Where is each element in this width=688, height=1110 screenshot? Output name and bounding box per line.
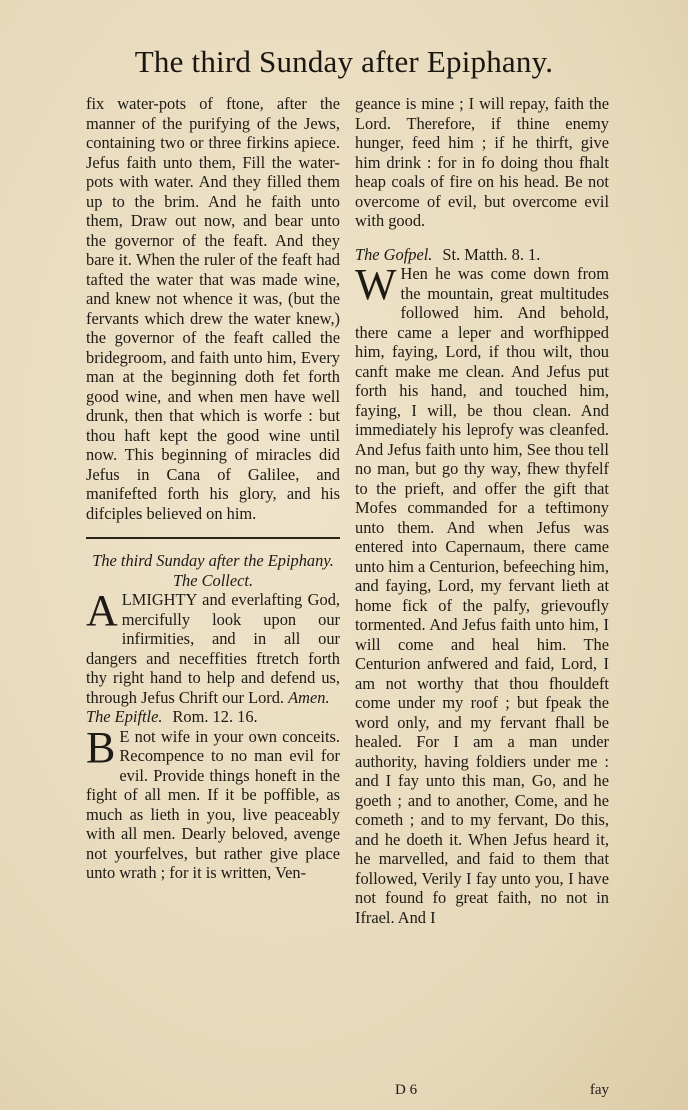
epistle-dropcap: B	[86, 722, 116, 772]
gospel-reference: St. Matth. 8. 1.	[442, 244, 541, 264]
right-column	[355, 94, 609, 927]
epistle-head-label: The Epiftle.	[86, 707, 163, 726]
section-divider	[86, 537, 340, 539]
epistle-continuation: geance is mine ; I will repay, faith the Lord. Therefore, if thine enemy hunger, feed him ; if he thirft, give him drink : for in fo doing thou fhalt heap coals of fire on his head. Be not overcome of evil, but overcome evil with good.	[355, 94, 609, 230]
gospel-head-label: The Gofpel.	[355, 244, 433, 264]
gospel-dropcap: W	[355, 260, 397, 309]
gospel-paragraph	[355, 260, 609, 927]
collect-text: LMIGHTY and everlafting God, mercifully look upon our infirmities, and in all our dangers and neceffities ftretch forth thy right hand to help and defend us, through Jefus Chrift our Lord.	[86, 590, 340, 707]
running-head: The third Sunday after Epiphany.	[134, 44, 554, 79]
catchword: fay	[589, 1082, 609, 1098]
page-footer	[355, 1082, 609, 1099]
gospel-heading	[355, 245, 609, 265]
epistle-heading	[86, 707, 340, 727]
gospel-continuation: fix water-pots of ftone, after the manner of the purifying of the Jews, containing two or three firkins apiece. Jefus faith unto them, Fill the water-pots with water. And they filled them up to the brim. And he faith unto them, Draw out now, and bear unto the governor of the feaft. And they bare it. When the ruler of the feaft had tafted the water that was made wine, and knew not whence it was, (but the fervants which drew the water knew,) the governor of the feaft called the bridegroom, and faith unto him, Every man at the beginning doth fet forth good wine, and when men have well drunk, then that which is worfe : but thou haft kept the good wine until now. This beginning of miracles did Jefus in Cana of Galilee, and manifefted forth his glory, and his difciples believed on him.	[86, 94, 340, 523]
collect-dropcap: A	[86, 586, 118, 635]
epistle-reference: Rom. 12. 16.	[172, 707, 258, 726]
section-title: The third Sunday after the Epiphany.	[92, 551, 334, 570]
left-column	[86, 94, 340, 883]
epistle-paragraph	[86, 722, 340, 883]
collect-amen: Amen.	[288, 687, 330, 707]
collect-paragraph	[86, 586, 340, 707]
collect-heading: The Collect.	[172, 570, 254, 590]
signature-mark: D 6	[395, 1082, 418, 1098]
gospel-text: Hen he was come down from the mountain, great multitudes followed him. And behold, there came a leper and worfhipped him, faying, Lord, if thou wilt, thou canft make me clean. And Jefus put forth his hand, and touched him, faying, I will, be thou clean. And immediately his leprofy was cleanfed. And Jefus faith unto him, See thou tell no man, but go thy way, fhew thyfelf to the prieft, and offer the gift that Mofes commanded for a teftimony unto them. And when Jefus was entered into Capernaum, there came unto him a Centurion, befeeching him, and faying, Lord, my fervant lieth at home fick of the palfy, grievoufly tormented. And Jefus faith unto him, I will come and heal him. The Centurion anfwered and faid, Lord, I am not worthy that thou fhouldeft come under my roof ; but fpeak the word only, and my fervant fhall be healed. For I am a man under authority, having foldiers under me : and I fay unto this man, Go, and he goeth ; and to another, Come, and he cometh ; and to my fervant, Do this, and he doeth it. When Jefus heard it, he marvelled, and faid to them that followed, Verily I fay unto you, I have not found fo great faith, no not in Ifrael. And I	[355, 264, 609, 927]
epistle-text: E not wife in your own conceits. Recompence to no man evil for evil. Provide things honeft in the fight of all men. If it be poffible, as much as lieth in you, live peaceably with all men. Dearly beloved, avenge not yourfelves, but rather give place unto wrath ; for it is written, Ven-	[86, 726, 340, 882]
